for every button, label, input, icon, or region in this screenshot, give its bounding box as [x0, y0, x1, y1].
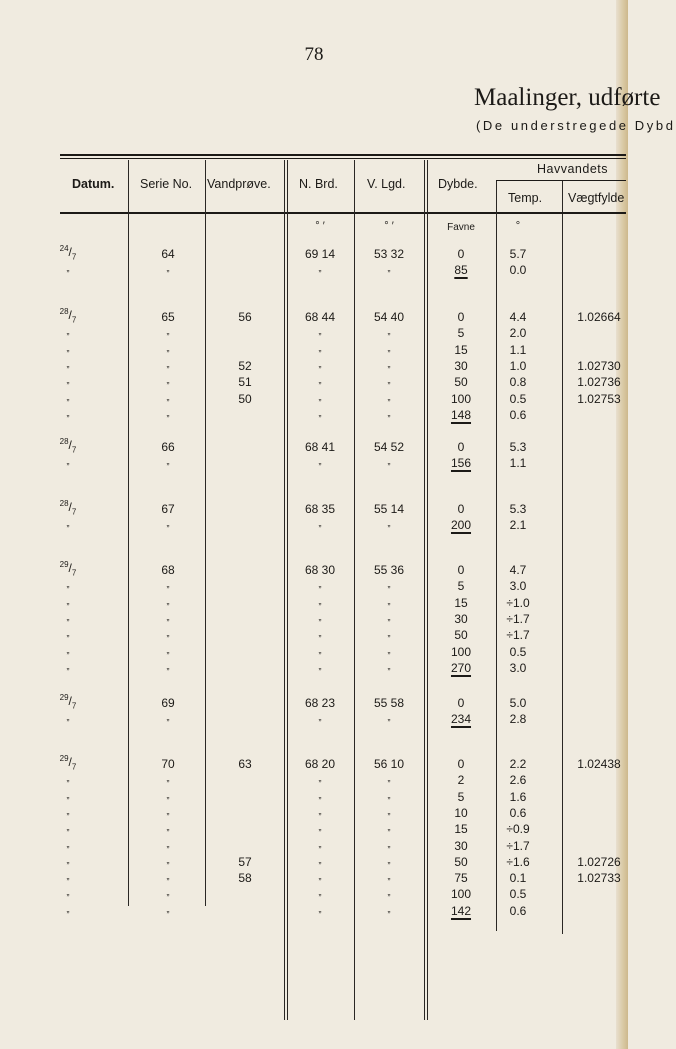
density-cell: 1.02733: [577, 871, 621, 885]
ditto-mark: „: [318, 456, 322, 466]
ditto-mark: „: [166, 773, 170, 783]
ditto-mark: „: [66, 806, 70, 816]
ditto-mark: „: [166, 612, 170, 622]
ditto-mark: „: [66, 375, 70, 385]
depth-cell: 200: [450, 518, 472, 532]
ditto-mark: „: [66, 628, 70, 638]
date-cell: [48, 499, 88, 516]
temp-cell: 0.6: [509, 408, 527, 422]
ditto-mark: „: [66, 343, 70, 353]
temp-cell: 3.0: [509, 579, 527, 593]
density-cell: 1.02753: [577, 392, 621, 406]
date-month: 7: [71, 507, 77, 517]
temp-cell: ÷1.7: [506, 628, 530, 642]
temp-cell: 2.6: [509, 773, 527, 787]
serie-cell: 66: [161, 440, 175, 454]
ditto-mark: „: [387, 839, 391, 849]
unit-vlgd: ° ′: [384, 220, 394, 232]
depth-cell: 50: [454, 855, 468, 869]
ditto-mark: „: [166, 712, 170, 722]
ditto-mark: „: [66, 661, 70, 671]
ditto-mark: „: [166, 806, 170, 816]
ditto-mark: „: [387, 773, 391, 783]
ditto-mark: „: [66, 822, 70, 832]
density-cell: 1.02726: [577, 855, 621, 869]
sample-cell: 58: [238, 871, 252, 885]
date-cell: [48, 437, 88, 454]
ditto-mark: „: [66, 518, 70, 528]
temp-cell: 1.0: [509, 359, 527, 373]
depth-cell: 5: [457, 579, 465, 593]
ditto-mark: „: [166, 263, 170, 273]
ditto-mark: „: [387, 887, 391, 897]
page-title: Maalinger, udførte: [474, 84, 661, 111]
ditto-mark: „: [318, 408, 322, 418]
serie-cell: 67: [161, 502, 175, 516]
ditto-mark: „: [166, 822, 170, 832]
depth-cell: 148: [450, 408, 472, 422]
date-month: 7: [71, 252, 77, 262]
depth-cell: 15: [454, 822, 468, 836]
temp-cell: 0.5: [509, 392, 527, 406]
nbrd-cell: 68 23: [304, 696, 336, 710]
depth-cell: 0: [457, 563, 465, 577]
depth-cell: 30: [454, 359, 468, 373]
ditto-mark: „: [387, 596, 391, 606]
header-datum: Datum.: [72, 177, 115, 191]
ditto-mark: „: [387, 628, 391, 638]
ditto-mark: „: [66, 359, 70, 369]
ditto-mark: „: [166, 518, 170, 528]
ditto-mark: „: [66, 456, 70, 466]
ditto-mark: „: [318, 263, 322, 273]
ditto-mark: „: [66, 408, 70, 418]
depth-cell: 270: [450, 661, 472, 675]
date-month: 7: [71, 762, 77, 772]
temp-cell: 2.0: [509, 326, 527, 340]
ditto-mark: „: [387, 790, 391, 800]
depth-cell: 100: [450, 645, 472, 659]
sample-cell: 57: [238, 855, 252, 869]
vlgd-cell: 53 32: [373, 247, 405, 261]
ditto-mark: „: [166, 645, 170, 655]
sample-cell: 51: [238, 375, 252, 389]
date-month: 7: [71, 568, 77, 578]
ditto-mark: „: [387, 712, 391, 722]
ditto-mark: „: [387, 822, 391, 832]
date-day: 28: [59, 437, 69, 446]
date-month: 7: [71, 701, 77, 711]
date-day: 29: [59, 560, 69, 569]
ditto-mark: „: [387, 359, 391, 369]
depth-cell: 30: [454, 839, 468, 853]
header-vaegtfylde: Vægtfylde: [568, 191, 625, 205]
ditto-mark: „: [166, 904, 170, 914]
temp-cell: 1.6: [509, 790, 527, 804]
temp-cell: 3.0: [509, 661, 527, 675]
table-top-rule: [60, 154, 626, 156]
ditto-mark: „: [318, 839, 322, 849]
ditto-mark: „: [387, 579, 391, 589]
depth-cell: 0: [457, 440, 465, 454]
nbrd-cell: 68 20: [304, 757, 336, 771]
depth-cell: 50: [454, 375, 468, 389]
date-cell: [48, 693, 88, 710]
header-havvandets: Havvandets: [537, 162, 609, 176]
ditto-mark: „: [318, 855, 322, 865]
table-top-rule-thin: [60, 158, 626, 159]
ditto-mark: „: [166, 408, 170, 418]
column-divider: [205, 160, 206, 906]
header-serie: Serie No.: [140, 177, 193, 191]
ditto-mark: „: [166, 855, 170, 865]
depth-cell: 0: [457, 247, 465, 261]
ditto-mark: „: [318, 645, 322, 655]
date-day: 24: [59, 244, 69, 253]
date-cell: [48, 754, 88, 771]
ditto-mark: „: [166, 871, 170, 881]
column-divider: [427, 160, 428, 1020]
ditto-mark: „: [66, 790, 70, 800]
vlgd-cell: 54 52: [373, 440, 405, 454]
temp-cell: 5.3: [509, 440, 527, 454]
sample-cell: 56: [238, 310, 252, 324]
ditto-mark: „: [166, 359, 170, 369]
temp-cell: ÷1.7: [506, 612, 530, 626]
ditto-mark: „: [166, 596, 170, 606]
page-number: 78: [304, 44, 324, 65]
nbrd-cell: 68 44: [304, 310, 336, 324]
ditto-mark: „: [66, 904, 70, 914]
header-vlgd: V. Lgd.: [367, 177, 406, 191]
temp-cell: 0.6: [509, 806, 527, 820]
date-slash: /: [68, 561, 72, 575]
header-nbrd: N. Brd.: [299, 177, 338, 191]
ditto-mark: „: [387, 904, 391, 914]
temp-cell: 0.8: [509, 375, 527, 389]
ditto-mark: „: [166, 392, 170, 402]
depth-cell: 85: [454, 263, 468, 277]
ditto-mark: „: [166, 456, 170, 466]
serie-cell: 65: [161, 310, 175, 324]
ditto-mark: „: [66, 887, 70, 897]
ditto-mark: „: [387, 343, 391, 353]
ditto-mark: „: [318, 773, 322, 783]
ditto-mark: „: [66, 326, 70, 336]
column-divider: [424, 160, 425, 1020]
ditto-mark: „: [318, 822, 322, 832]
temp-cell: ÷1.6: [506, 855, 530, 869]
ditto-mark: „: [387, 855, 391, 865]
date-day: 28: [59, 499, 69, 508]
date-slash: /: [68, 500, 72, 514]
vlgd-cell: 55 58: [373, 696, 405, 710]
ditto-mark: „: [318, 887, 322, 897]
depth-cell: 5: [457, 790, 465, 804]
depth-cell: 100: [450, 887, 472, 901]
nbrd-cell: 68 41: [304, 440, 336, 454]
ditto-mark: „: [318, 518, 322, 528]
sample-cell: 52: [238, 359, 252, 373]
depth-cell: 5: [457, 326, 465, 340]
ditto-mark: „: [318, 375, 322, 385]
date-slash: /: [68, 755, 72, 769]
ditto-mark: „: [318, 596, 322, 606]
depth-cell: 15: [454, 343, 468, 357]
ditto-mark: „: [387, 392, 391, 402]
ditto-mark: „: [387, 871, 391, 881]
depth-cell: 15: [454, 596, 468, 610]
ditto-mark: „: [66, 263, 70, 273]
ditto-mark: „: [318, 326, 322, 336]
density-cell: 1.02730: [577, 359, 621, 373]
ditto-mark: „: [387, 612, 391, 622]
ditto-mark: „: [387, 375, 391, 385]
vlgd-cell: 55 14: [373, 502, 405, 516]
depth-cell: 0: [457, 502, 465, 516]
temp-cell: 0.1: [509, 871, 527, 885]
unit-temp: °: [515, 220, 521, 232]
serie-cell: 69: [161, 696, 175, 710]
unit-nbrd: ° ′: [315, 220, 325, 232]
havvandets-sub-rule: [496, 180, 626, 181]
ditto-mark: „: [66, 612, 70, 622]
date-slash: /: [68, 245, 72, 259]
vlgd-cell: 55 36: [373, 563, 405, 577]
date-day: 29: [59, 693, 69, 702]
column-divider: [287, 160, 288, 1020]
vlgd-cell: 54 40: [373, 310, 405, 324]
temp-cell: ÷1.7: [506, 839, 530, 853]
depth-cell: 2: [457, 773, 465, 787]
ditto-mark: „: [66, 645, 70, 655]
ditto-mark: „: [66, 871, 70, 881]
temp-cell: 1.1: [509, 456, 527, 470]
temp-cell: 0.6: [509, 904, 527, 918]
density-cell: 1.02736: [577, 375, 621, 389]
temp-cell: 5.3: [509, 502, 527, 516]
header-vandprove: Vandprøve.: [207, 177, 271, 191]
ditto-mark: „: [166, 375, 170, 385]
ditto-mark: „: [387, 661, 391, 671]
date-slash: /: [68, 694, 72, 708]
date-slash: /: [68, 438, 72, 452]
ditto-mark: „: [387, 518, 391, 528]
ditto-mark: „: [166, 661, 170, 671]
temp-cell: 2.2: [509, 757, 527, 771]
nbrd-cell: 69 14: [304, 247, 336, 261]
ditto-mark: „: [387, 326, 391, 336]
ditto-mark: „: [318, 579, 322, 589]
temp-cell: 2.1: [509, 518, 527, 532]
date-cell: [48, 307, 88, 324]
depth-cell: 0: [457, 696, 465, 710]
temp-cell: 5.0: [509, 696, 527, 710]
ditto-mark: „: [318, 359, 322, 369]
vlgd-cell: 56 10: [373, 757, 405, 771]
page-subtitle: (De understregede Dybd: [476, 118, 676, 133]
ditto-mark: „: [166, 326, 170, 336]
ditto-mark: „: [318, 790, 322, 800]
date-day: 29: [59, 754, 69, 763]
depth-cell: 142: [450, 904, 472, 918]
ditto-mark: „: [166, 343, 170, 353]
ditto-mark: „: [318, 904, 322, 914]
ditto-mark: „: [66, 712, 70, 722]
column-divider: [128, 160, 129, 906]
depth-cell: 234: [450, 712, 472, 726]
unit-dybde: Favne: [447, 222, 475, 233]
density-cell: 1.02664: [577, 310, 621, 324]
ditto-mark: „: [66, 392, 70, 402]
column-divider: [562, 181, 563, 212]
ditto-mark: „: [318, 343, 322, 353]
ditto-mark: „: [318, 806, 322, 816]
nbrd-cell: 68 35: [304, 502, 336, 516]
temp-cell: ÷1.0: [506, 596, 530, 610]
serie-cell: 68: [161, 563, 175, 577]
column-divider: [284, 160, 285, 1020]
temp-cell: 0.5: [509, 645, 527, 659]
ditto-mark: „: [387, 645, 391, 655]
ditto-mark: „: [166, 628, 170, 638]
ditto-mark: „: [387, 263, 391, 273]
ditto-mark: „: [387, 456, 391, 466]
depth-cell: 75: [454, 871, 468, 885]
ditto-mark: „: [66, 855, 70, 865]
header-temp: Temp.: [508, 191, 543, 205]
date-day: 28: [59, 307, 69, 316]
ditto-mark: „: [387, 806, 391, 816]
date-cell: [48, 244, 88, 261]
depth-cell: 10: [454, 806, 468, 820]
depth-cell: 0: [457, 310, 465, 324]
date-slash: /: [68, 308, 72, 322]
column-divider: [354, 160, 355, 1020]
temp-cell: 1.1: [509, 343, 527, 357]
date-month: 7: [71, 445, 77, 455]
ditto-mark: „: [318, 871, 322, 881]
temp-cell: 4.7: [509, 563, 527, 577]
depth-cell: 100: [450, 392, 472, 406]
ditto-mark: „: [318, 392, 322, 402]
temp-cell: 0.0: [509, 263, 527, 277]
ditto-mark: „: [166, 887, 170, 897]
sample-cell: 50: [238, 392, 252, 406]
ditto-mark: „: [66, 773, 70, 783]
ditto-mark: „: [66, 596, 70, 606]
temp-cell: 0.5: [509, 887, 527, 901]
depth-cell: 50: [454, 628, 468, 642]
ditto-mark: „: [166, 790, 170, 800]
serie-cell: 70: [161, 757, 175, 771]
ditto-mark: „: [66, 579, 70, 589]
ditto-mark: „: [318, 612, 322, 622]
date-cell: [48, 560, 88, 577]
depth-cell: 0: [457, 757, 465, 771]
temp-cell: 5.7: [509, 247, 527, 261]
depth-cell: 30: [454, 612, 468, 626]
ditto-mark: „: [166, 839, 170, 849]
column-divider: [562, 214, 563, 934]
temp-cell: 4.4: [509, 310, 527, 324]
ditto-mark: „: [318, 712, 322, 722]
sample-cell: 63: [238, 757, 252, 771]
temp-cell: ÷0.9: [506, 822, 530, 836]
temp-cell: 2.8: [509, 712, 527, 726]
ditto-mark: „: [66, 839, 70, 849]
nbrd-cell: 68 30: [304, 563, 336, 577]
ditto-mark: „: [166, 579, 170, 589]
depth-cell: 156: [450, 456, 472, 470]
ditto-mark: „: [318, 628, 322, 638]
header-dybde: Dybde.: [438, 177, 478, 191]
density-cell: 1.02438: [577, 757, 621, 771]
ditto-mark: „: [318, 661, 322, 671]
ditto-mark: „: [387, 408, 391, 418]
date-month: 7: [71, 315, 77, 325]
serie-cell: 64: [161, 247, 175, 261]
header-bottom-rule: [60, 212, 626, 214]
